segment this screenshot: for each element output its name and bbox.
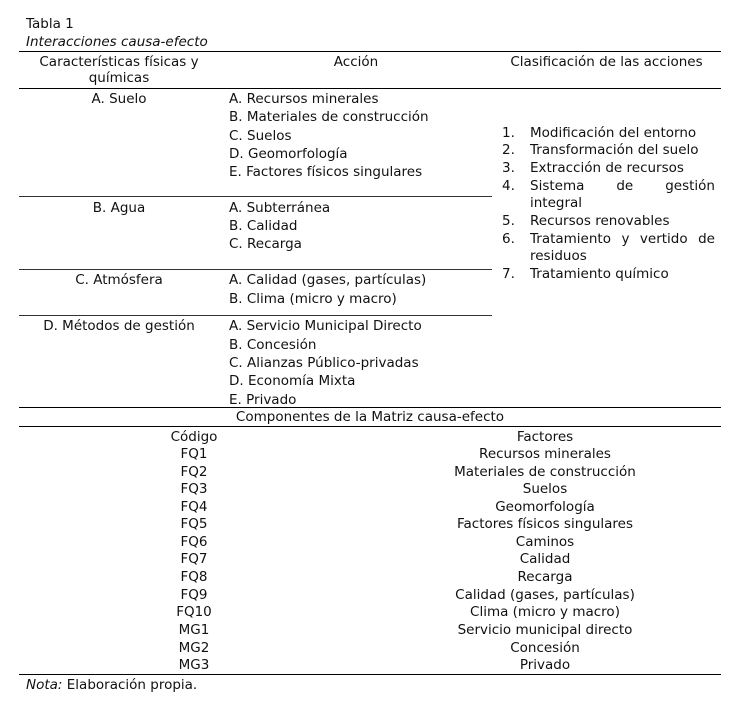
note-label: Nota: — [26, 677, 63, 693]
action-item: A. Recursos minerales — [229, 91, 379, 107]
group-agua: B. Agua — [92, 200, 146, 216]
component-code: MG2 — [178, 640, 210, 656]
action-item: E. Privado — [229, 392, 297, 408]
action-item: A. Servicio Municipal Directo — [229, 318, 422, 334]
action-item: C. Suelos — [229, 128, 292, 144]
action-item: D. Geomorfología — [229, 146, 348, 162]
classification-item: 4. Sistema de gestión integral — [502, 178, 715, 211]
action-item: A. Calidad (gases, partículas) — [229, 272, 427, 288]
table-label: Tabla 1 — [26, 16, 74, 32]
component-factor: Clima (micro y macro) — [470, 604, 620, 620]
component-code: FQ6 — [180, 534, 208, 550]
action-item: C. Alianzas Público-privadas — [229, 355, 419, 371]
action-item: B. Calidad — [229, 218, 298, 234]
bottom-rule — [19, 674, 721, 675]
component-code: MG1 — [178, 622, 210, 638]
header-action: Acción — [333, 54, 379, 70]
component-factor: Calidad — [519, 551, 571, 567]
classification-item: 7. Tratamiento químico — [502, 266, 669, 282]
component-factor: Factores físicos singulares — [456, 516, 634, 532]
group-metodos-gestion: D. Métodos de gestión — [43, 318, 195, 334]
component-code: MG3 — [178, 657, 210, 673]
classification-item: 5. Recursos renovables — [502, 213, 670, 229]
group-divider — [19, 196, 492, 197]
components-top-rule — [19, 407, 721, 408]
component-code: FQ2 — [180, 464, 208, 480]
note — [26, 677, 197, 694]
classification-item: 1. Modificación del entorno — [502, 125, 697, 141]
component-factor: Calidad (gases, partículas) — [455, 587, 635, 603]
group-divider — [19, 315, 492, 316]
component-code: FQ8 — [180, 569, 208, 585]
component-factor: Geomorfología — [495, 499, 595, 515]
action-item: B. Clima (micro y macro) — [229, 291, 397, 307]
action-item: D. Economía Mixta — [229, 373, 356, 389]
component-code: FQ10 — [176, 604, 212, 620]
component-factor: Materiales de construcción — [454, 464, 636, 480]
action-item: B. Materiales de construcción — [229, 109, 429, 125]
classification-item: 3. Extracción de recursos — [502, 160, 684, 176]
classification-item: 2. Transformación del suelo — [502, 142, 699, 158]
group-suelo: A. Suelo — [91, 91, 147, 107]
action-item: C. Recarga — [229, 236, 302, 252]
action-item: B. Concesión — [229, 337, 317, 353]
group-atmosfera: C. Atmósfera — [75, 272, 163, 288]
classification-item: 6. Tratamiento y vertido de residuos — [502, 231, 715, 264]
component-code: FQ9 — [180, 587, 208, 603]
group-divider — [19, 269, 492, 270]
component-factor: Servicio municipal directo — [457, 622, 633, 638]
component-code: FQ1 — [180, 446, 208, 462]
header-classification: Clasificación de las acciones — [510, 54, 703, 70]
components-header-code: Código — [170, 429, 218, 445]
header-rule — [19, 88, 721, 89]
component-code: FQ3 — [180, 481, 208, 497]
component-factor: Privado — [519, 657, 571, 673]
component-factor: Suelos — [522, 481, 568, 497]
component-factor: Recarga — [517, 569, 573, 585]
component-factor: Caminos — [515, 534, 575, 550]
action-item: A. Subterránea — [229, 200, 331, 216]
component-code: FQ5 — [180, 516, 208, 532]
component-code: FQ4 — [180, 499, 208, 515]
header-characteristics-line2: químicas — [88, 70, 150, 86]
table-title: Interacciones causa-efecto — [26, 34, 208, 50]
components-header-factor: Factores — [516, 429, 574, 445]
action-item: E. Factores físicos singulares — [229, 164, 423, 180]
component-factor: Concesión — [510, 640, 580, 656]
note-text: Elaboración propia. — [62, 677, 198, 693]
components-title-rule — [19, 426, 721, 427]
header-characteristics-line1: Características físicas y — [39, 54, 199, 70]
top-rule — [19, 51, 721, 52]
components-title: Componentes de la Matriz causa-efecto — [235, 409, 505, 425]
component-factor: Recursos minerales — [479, 446, 611, 462]
component-code: FQ7 — [180, 551, 208, 567]
